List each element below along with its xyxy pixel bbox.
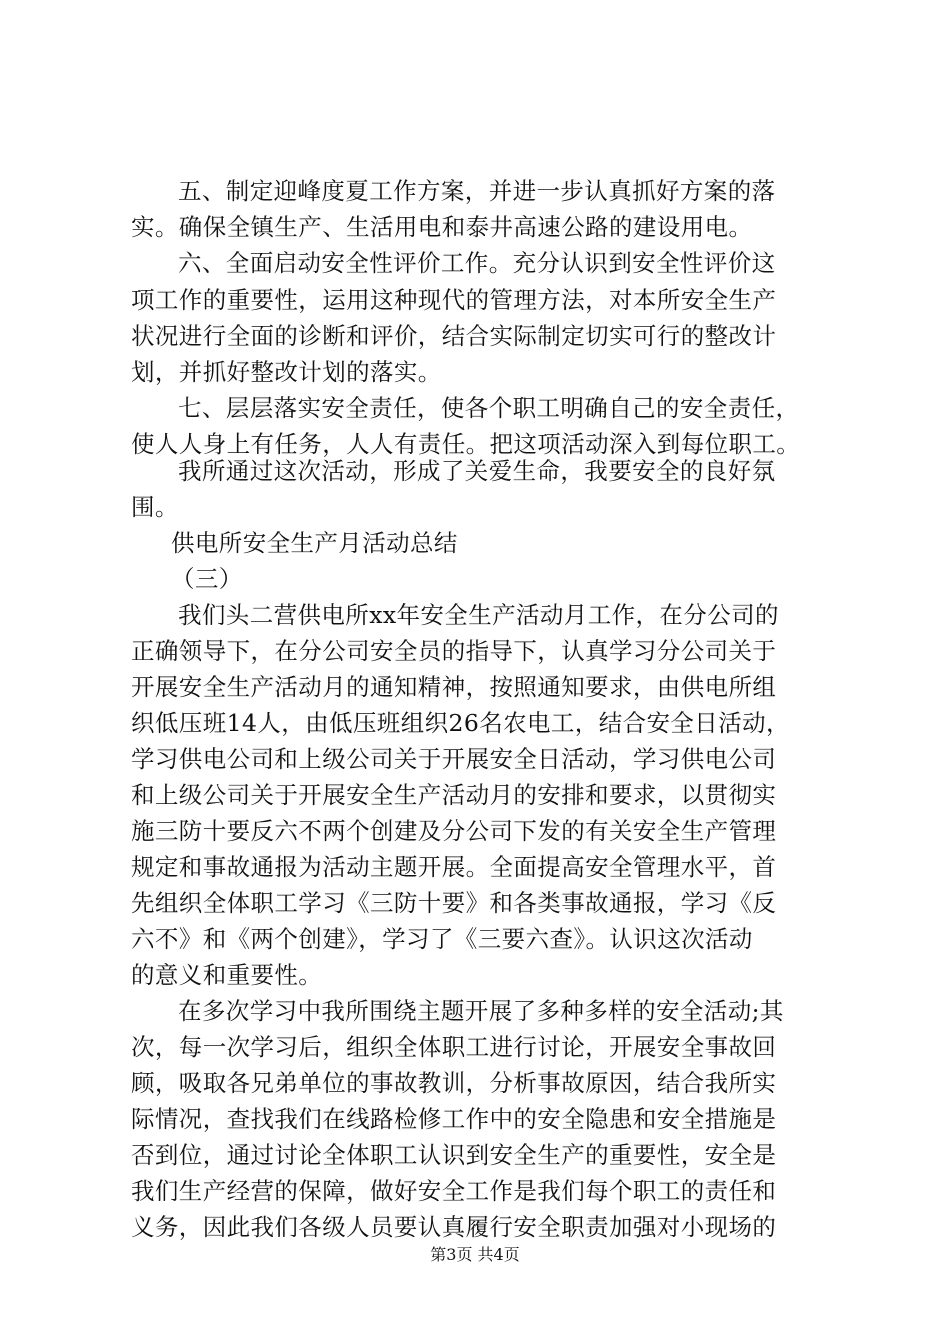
paragraph-line: 织低压班14人，由低压班组织26名农电工，结合安全日活动， (131, 709, 790, 737)
paragraph-line: 顾，吸取各兄弟单位的事故教训，分析事故原因，结合我所实 (131, 1069, 777, 1097)
paragraph-line: 实。确保全镇生产、生活用电和泰井高速公路的建设用电。 (131, 213, 753, 241)
paragraph-line: 和上级公司关于开展安全生产活动月的安排和要求，以贯彻实 (131, 781, 777, 809)
paragraph-line: 正确领导下，在分公司安全员的指导下，认真学习分公司关于 (131, 637, 777, 665)
paragraph-line: 施三防十要反六不两个创建及分公司下发的有关安全生产管理 (131, 817, 777, 845)
paragraph-line: 我们头二营供电所xx年安全生产活动月工作，在分公司的 (178, 601, 779, 629)
paragraph-line: 围。 (131, 493, 179, 521)
paragraph-line: 六、全面启动安全性评价工作。充分认识到安全性评价这 (178, 249, 776, 277)
paragraph-line: 状况进行全面的诊断和评价，结合实际制定切实可行的整改计 (131, 322, 777, 350)
paragraph-line: 七、层层落实安全责任，使各个职工明确自己的安全责任， (178, 394, 800, 422)
paragraph-line: 次，每一次学习后，组织全体职工进行讨论，开展安全事故回 (131, 1033, 777, 1061)
paragraph-line: 先组织全体职工学习《三防十要》和各类事故通报，学习《反 (131, 889, 777, 917)
paragraph-line: 我所通过这次活动，形成了关爱生命，我要安全的良好氛 (178, 457, 776, 485)
section-number: （三） (171, 565, 243, 593)
paragraph-line: 学习供电公司和上级公司关于开展安全日活动，学习供电公司 (131, 745, 777, 773)
paragraph-line: 项工作的重要性，运用这种现代的管理方法，对本所安全生产 (131, 286, 777, 314)
paragraph-line: 否到位，通过讨论全体职工认识到安全生产的重要性，安全是 (131, 1141, 777, 1169)
paragraph-line: 五、制定迎峰度夏工作方案，并进一步认真抓好方案的落 (178, 177, 776, 205)
section-title: 供电所安全生产月活动总结 (171, 529, 458, 557)
paragraph-line: 六不》和《两个创建》，学习了《三要六查》。认识这次活动 (131, 925, 753, 953)
page-footer: 第3页 共4页 (430, 1245, 520, 1264)
paragraph-line: 的意义和重要性。 (131, 961, 323, 989)
paragraph-line: 我们生产经营的保障，做好安全工作是我们每个职工的责任和 (131, 1177, 777, 1205)
paragraph-line: 开展安全生产活动月的通知精神，按照通知要求，由供电所组 (131, 673, 777, 701)
paragraph-line: 规定和事故通报为活动主题开展。全面提高安全管理水平，首 (131, 853, 777, 881)
paragraph-line: 在多次学习中我所围绕主题开展了多种多样的安全活动;其 (178, 997, 784, 1025)
paragraph-line: 际情况，查找我们在线路检修工作中的安全隐患和安全措施是 (131, 1105, 777, 1133)
paragraph-line: 使人人身上有任务，人人有责任。把这项活动深入到每位职工。 (131, 430, 801, 458)
paragraph-line: 划，并抓好整改计划的落实。 (131, 358, 442, 386)
paragraph-line: 义务，因此我们各级人员要认真履行安全职责加强对小现场的 (131, 1213, 777, 1241)
